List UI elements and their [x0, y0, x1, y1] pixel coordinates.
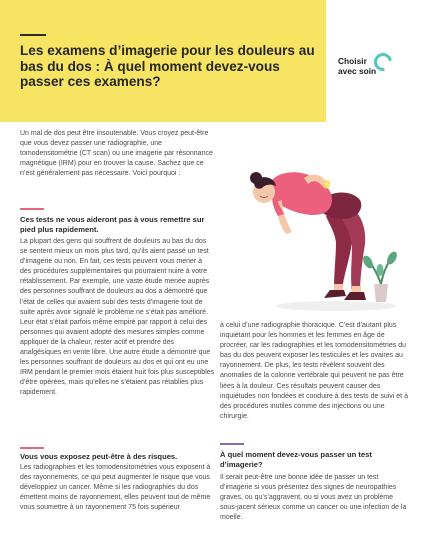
- logo-line1: Choisir: [338, 56, 367, 66]
- section1-body: La plupart des gens qui souffrent de douleurs au bas du dos se sentent mieux un mois plus tard, qu’ils aient passé un test d’imagerie ou non. En fait, ces tests peuvent vous mener à des procédures supplémentaires qui pourraient nuire à votre rétablissement. Par exemple, une vaste étude menée auprès des personnes souffrant de douleurs au dos a démontré que l’état de celles qui avaient subi des tests d’imagerie tout de suite après avoir signalé le problème ne s’était pas amélioré. Leur état s’était parfois même empiré par rapport à celui des personnes qui avaient adopté des mesures simples comme appliquer de la chaleur, rester actif et prendre des analgésiques en vente libre. Une autre étude a démontré que les personnes souffrant de douleurs au dos et qui ont eu une IRM pendant le premier mois étaient huit fois plus susceptibles d’être opérées, mais qu’elles ne s’étaient pas rétablies plus rapidement.: [20, 238, 215, 397]
- hair-bun: [250, 172, 262, 184]
- section2-body-continued: à celui d’une radiographie thoracique. C’est d’autant plus inquiétant pour les hommes et les femmes en âge de procréer, car les radiographies et les tomodensitométries du bas du dos peuvent exposer les testicules et les ovaires au rayonnement. De plus, les tests révèlent souvent des anomalies de la colonne vertébrale qui peuvent ne pas être liées à la douleur. Ces résultats peuvent causer des inquiétudes non fondées et conduire à des tests de suivi et à des procédures inutiles comme des injections ou une chirurgie.: [220, 322, 408, 420]
- back-pain-illustration: [226, 134, 404, 314]
- section2-body: Les radiographies et les tomodensitométries vous exposent à des rayonnements, ce qui peut augmenter le risque que vous développiez un cancer. Même si les radiographies du dos émettent moins de rayonnement, elles peuvent tout de même vous soumettre à un rayonnement 75 fois supérieur: [20, 464, 211, 512]
- floor-shadow: [276, 301, 396, 311]
- logo-text: [338, 57, 376, 76]
- page-title: Les examens d’imagerie pour les douleurs au bas du dos : À quel moment devez-vous passer ces examens?: [20, 43, 315, 89]
- section2-heading: Vous vous exposez peut-être à des risques.: [20, 452, 178, 461]
- header-banner: [0, 0, 326, 122]
- section2-rule: [20, 447, 44, 449]
- title-rule: [20, 34, 46, 36]
- section3-body: Il serait peut-être une bonne idée de passer un test d’imagerie si vous présentez des signes de neuropathies graves, ou qu’s’aggravent, ou si vous avez un problème sous-jacent sérieux comme un cancer ou une infection de la moelle.: [220, 474, 407, 522]
- choisir-avec-soin-logo: [338, 55, 408, 83]
- logo-line2: avec soin: [338, 65, 377, 76]
- section1-rule: [20, 208, 44, 210]
- plant: [361, 250, 399, 302]
- legs: [324, 206, 366, 300]
- section3-rule: [220, 443, 244, 445]
- intro-paragraph: Un mal de dos peut être insoutenable. Vous croyez peut-être que vous devez passer une radiographie, une tomodensitométrie (CT scan) ou une imagerie par résonnance magnétique (IRM) pour en trouver la cause. Sachez que ce n’est généralement pas nécessaire. Voici pourquoi :: [20, 130, 213, 178]
- section1-heading: Ces tests ne vous aideront pas à vous remettre sur pied plus rapidement.: [20, 215, 205, 235]
- section3-heading: À quel moment devez-vous passer un test d’imagerie?: [220, 450, 372, 470]
